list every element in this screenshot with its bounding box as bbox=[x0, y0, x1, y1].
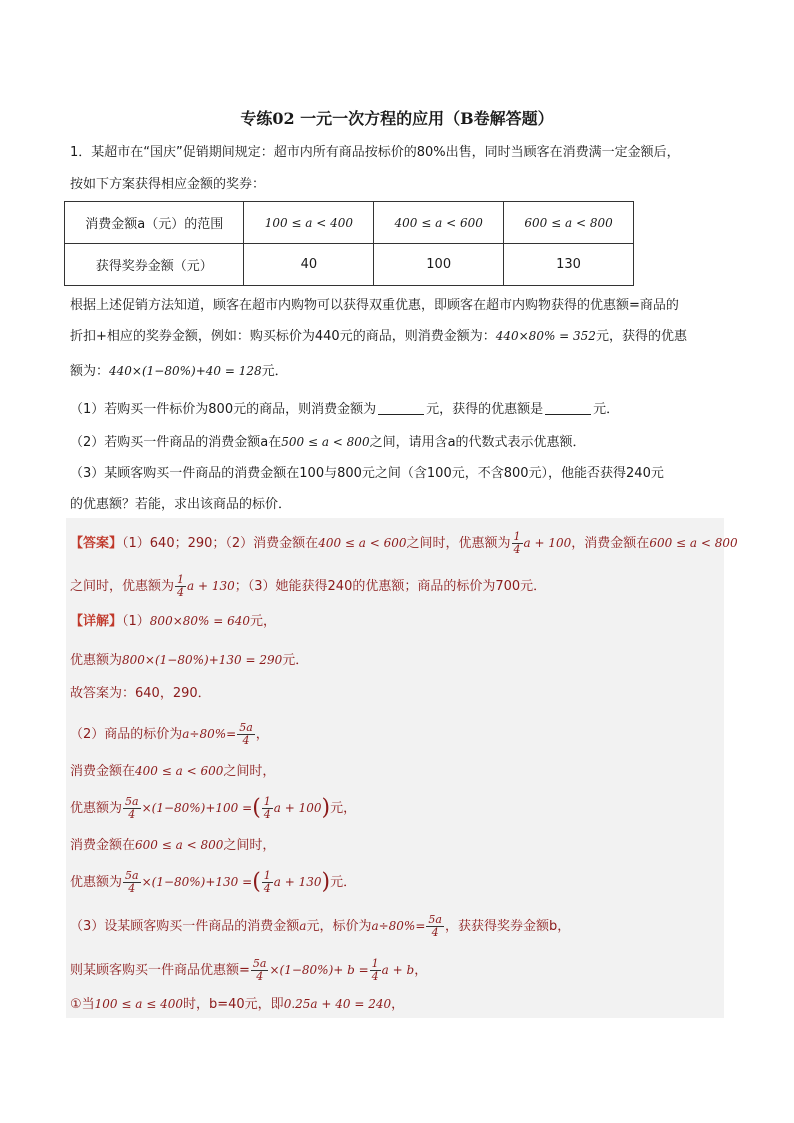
denominator: 4 bbox=[256, 970, 264, 983]
text: 消费金额在 bbox=[70, 764, 136, 779]
table-cell: 获得奖券金额（元） bbox=[65, 244, 244, 286]
numerator: 5a bbox=[125, 869, 139, 882]
text: ；（3）她能获得240的优惠额；商品的标价为700元． bbox=[234, 579, 547, 594]
detail-line3: 故答案为：640，290． bbox=[70, 686, 211, 701]
math: a + 100 bbox=[273, 801, 322, 815]
text: 时，b=40元，即 bbox=[183, 997, 284, 1012]
math: 100 ≤ a ≤ 400 bbox=[94, 997, 183, 1011]
table-row bbox=[65, 244, 634, 286]
math: ×(1−80%)+130 = bbox=[141, 875, 253, 889]
table-cell: 40 bbox=[244, 244, 374, 286]
denominator: 4 bbox=[263, 882, 271, 895]
fraction bbox=[512, 531, 523, 556]
text: 元． bbox=[261, 364, 288, 379]
detail-line4 bbox=[70, 722, 269, 747]
text: 优惠额为 bbox=[70, 801, 123, 816]
text: 元，获得的优惠 bbox=[595, 329, 687, 344]
problem-intro-line2: 按如下方案获得相应金额的奖券： bbox=[70, 177, 266, 192]
fraction bbox=[251, 958, 269, 983]
page-title: 专练02 一元一次方程的应用（B卷解答题） bbox=[240, 109, 554, 128]
paren: ( bbox=[252, 795, 261, 821]
text: （1）若购买一件标价为800元的商品，则消费金额为 bbox=[70, 402, 377, 417]
numerator: 5a bbox=[125, 795, 139, 808]
fraction bbox=[262, 870, 273, 895]
math: 0.25a + 40 = 240 bbox=[283, 997, 392, 1011]
answer-line1 bbox=[70, 531, 738, 556]
math: 800×(1−80%)+130 = 290 bbox=[122, 653, 283, 667]
math: a÷80%= bbox=[182, 727, 237, 741]
text: （2）商品的标价为 bbox=[70, 727, 183, 742]
paren: ) bbox=[321, 795, 331, 821]
text: 消费金额在 bbox=[70, 838, 136, 853]
answer-blank bbox=[378, 402, 424, 415]
text: 元， bbox=[330, 801, 357, 816]
fraction bbox=[370, 958, 381, 983]
text: ， bbox=[255, 727, 269, 742]
math: 440×80% = 352 bbox=[495, 329, 596, 343]
denominator: 4 bbox=[263, 808, 271, 821]
text: 额为： bbox=[70, 364, 110, 379]
text: 之间时， bbox=[223, 764, 276, 779]
text: 之间时，优惠额为 bbox=[406, 536, 511, 551]
denominator: 4 bbox=[431, 926, 439, 939]
paren: ( bbox=[252, 869, 261, 895]
text: （2）若购买一件商品的消费金额a在 bbox=[70, 435, 282, 450]
detail-line10 bbox=[70, 958, 427, 983]
math: ×(1−80%)+100 = bbox=[141, 801, 253, 815]
numerator: 1 bbox=[371, 957, 379, 970]
problem-para2 bbox=[70, 327, 687, 346]
detail-line11 bbox=[70, 995, 404, 1014]
math: a + 130 bbox=[187, 579, 235, 593]
problem-para3 bbox=[70, 362, 288, 381]
math: 600 ≤ a < 800 bbox=[135, 838, 224, 852]
fraction bbox=[237, 722, 255, 747]
math: 400 ≤ a < 600 bbox=[318, 536, 407, 550]
text: 元，标价为 bbox=[306, 919, 372, 934]
text: （1）640；290；（2）消费金额在 bbox=[122, 536, 319, 551]
math: a÷80%= bbox=[371, 919, 426, 933]
detail-line9 bbox=[70, 914, 570, 939]
text: 元， bbox=[250, 614, 277, 629]
numerator: 1 bbox=[263, 795, 271, 808]
table-cell: 消费金额a（元）的范围 bbox=[65, 202, 244, 244]
fraction bbox=[175, 574, 186, 599]
paren: ) bbox=[321, 869, 331, 895]
text: ，获获得奖券金额b， bbox=[444, 919, 571, 934]
table-cell: 600 ≤ a < 800 bbox=[504, 202, 634, 244]
text: （1） bbox=[122, 614, 150, 629]
denominator: 4 bbox=[128, 882, 136, 895]
table-cell: 130 bbox=[504, 244, 634, 286]
text: 元． bbox=[282, 653, 309, 668]
award-table bbox=[64, 201, 634, 286]
detail-line8 bbox=[70, 870, 356, 895]
numerator: 1 bbox=[513, 530, 521, 543]
detail-line2 bbox=[70, 651, 308, 670]
question-3-line1: （3）某顾客购买一件商品的消费金额在100与800元之间（含100元，不含800元），他能否获得240元 bbox=[70, 466, 664, 481]
text: 则某顾客购买一件商品优惠额= bbox=[70, 963, 250, 978]
problem-para1: 根据上述促销方法知道，顾客在超市内购物可以获得双重优惠，即顾客在超市内购物获得的优惠额=商品的 bbox=[70, 298, 679, 313]
numerator: 5a bbox=[252, 957, 267, 970]
numerator: 5a bbox=[239, 721, 253, 734]
question-3-line2: 的优惠额？若能，求出该商品的标价． bbox=[70, 497, 292, 512]
text: 之间，请用含a的代数式表示优惠额． bbox=[369, 435, 586, 450]
math: a bbox=[299, 919, 307, 933]
fraction bbox=[426, 914, 444, 939]
answer-tag: 【答案】 bbox=[70, 536, 123, 551]
math: 500 ≤ a < 800 bbox=[281, 435, 370, 449]
text: ， bbox=[414, 963, 428, 978]
question-2 bbox=[70, 433, 586, 452]
text: ①当 bbox=[70, 997, 95, 1012]
detail-line7 bbox=[70, 836, 275, 855]
fraction bbox=[123, 870, 141, 895]
text: 优惠额为 bbox=[70, 653, 123, 668]
math: ×(1−80%)+ b = bbox=[269, 963, 369, 977]
text: 折扣+相应的奖券金额，例如：购买标价为440元的商品，则消费金额为： bbox=[70, 329, 496, 344]
denominator: 4 bbox=[242, 734, 250, 747]
text: ， bbox=[391, 997, 405, 1012]
text: 元． bbox=[593, 402, 620, 417]
text: 之间时， bbox=[223, 838, 276, 853]
question-1 bbox=[70, 401, 619, 419]
math: a + 100 bbox=[523, 536, 572, 550]
denominator: 4 bbox=[128, 808, 136, 821]
detail-tag: 【详解】 bbox=[70, 614, 123, 629]
numerator: 1 bbox=[263, 869, 271, 882]
text: ，消费金额在 bbox=[571, 536, 650, 551]
table-row bbox=[65, 202, 634, 244]
fraction bbox=[123, 796, 141, 821]
math: 400 ≤ a < 600 bbox=[135, 764, 224, 778]
text: （3）设某顾客购买一件商品的消费金额 bbox=[70, 919, 300, 934]
detail-line6 bbox=[70, 796, 356, 821]
text: 元，获得的优惠额是 bbox=[426, 402, 544, 417]
text: 之间时，优惠额为 bbox=[70, 579, 175, 594]
numerator: 5a bbox=[428, 913, 442, 926]
math: a + 130 bbox=[273, 875, 322, 889]
detail-line1 bbox=[70, 612, 276, 631]
denominator: 4 bbox=[513, 543, 521, 556]
fraction bbox=[262, 796, 273, 821]
numerator: 1 bbox=[177, 573, 185, 586]
answer-blank bbox=[545, 402, 591, 415]
denominator: 4 bbox=[371, 970, 379, 983]
problem-intro-line1: 1．某超市在“国庆”促销期间规定：超市内所有商品按标价的80%出售，同时当顾客在消费满一定金额后， bbox=[70, 145, 680, 160]
text: 元． bbox=[330, 875, 357, 890]
text: 优惠额为 bbox=[70, 875, 123, 890]
table-cell: 400 ≤ a < 600 bbox=[374, 202, 504, 244]
math: 600 ≤ a < 800 bbox=[649, 536, 738, 550]
detail-line5 bbox=[70, 762, 275, 781]
denominator: 4 bbox=[177, 586, 185, 599]
answer-line2 bbox=[70, 574, 546, 599]
table-cell: 100 ≤ a < 400 bbox=[244, 202, 374, 244]
math: 800×80% = 640 bbox=[149, 614, 251, 628]
math: a + b bbox=[381, 963, 415, 977]
table-cell: 100 bbox=[374, 244, 504, 286]
math: 440×(1−80%)+40 = 128 bbox=[109, 364, 262, 378]
